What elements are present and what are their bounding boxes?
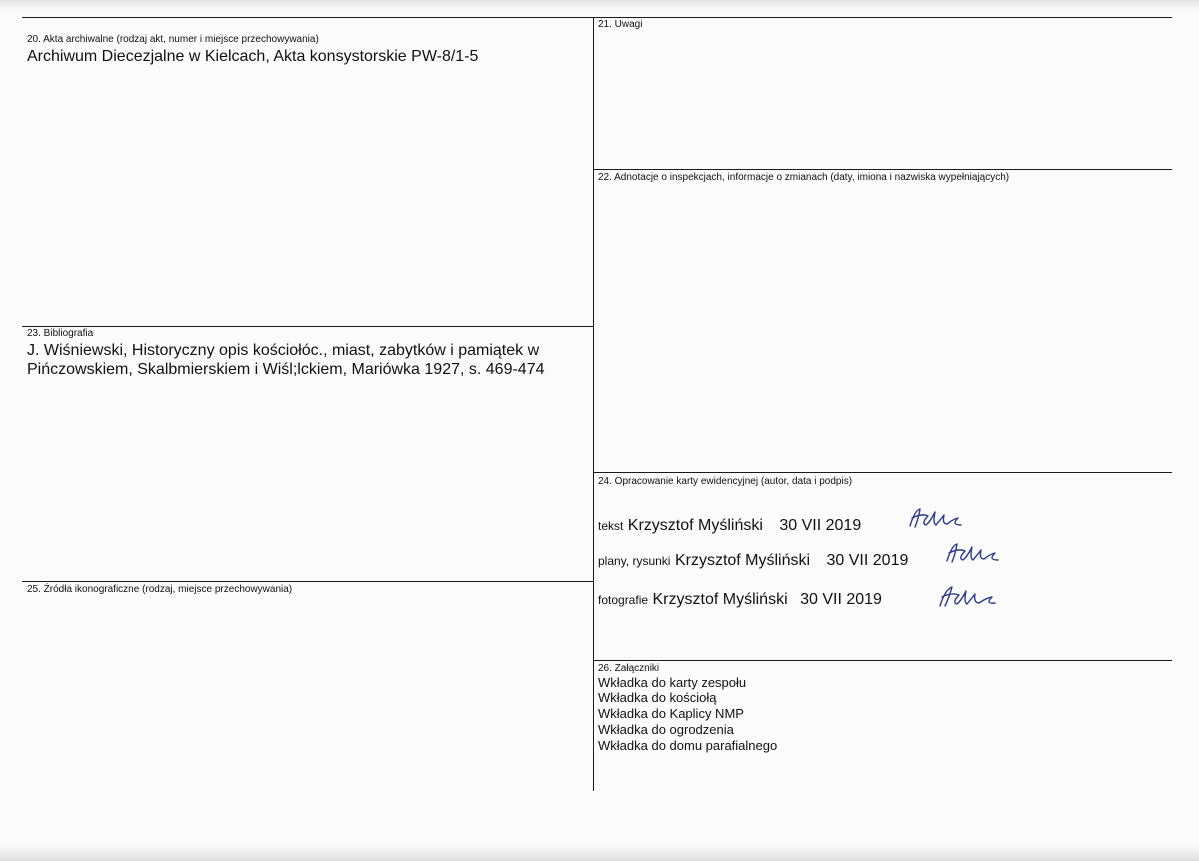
scan-edge-bottom (0, 846, 1199, 861)
field-20-value: Archiwum Diecezjalne w Kielcach, Akta konsystorskie PW-8/1-5 (27, 48, 479, 65)
field-26-label: 26. Załączniki (598, 663, 660, 674)
attachment-item: Wkładka do domu parafialnego (598, 738, 778, 753)
attachment-item: Wkładka do ogrodzenia (598, 722, 734, 737)
author-name: Krzysztof Myśliński (627, 517, 763, 534)
field-23-label: 23. Bibliografia (27, 328, 94, 339)
column-divider (593, 17, 594, 791)
field-24-label: 24. Opracowanie karty ewidencyjnej (autor, data i podpis) (598, 476, 853, 487)
author-name: Krzysztof Myśliński (652, 591, 788, 608)
field-21-label: 21. Uwagi (598, 19, 643, 30)
field-22-label: 22. Adnotacje o inspekcjach, informacje o zmianach (daty, imiona i nazwiska wypełniających) (598, 172, 1010, 183)
attachment-item: Wkładka do karty zespołu (598, 675, 747, 690)
author-row-photos (598, 590, 882, 610)
signature-3 (935, 584, 997, 610)
author-row-prefix: plany, rysunki (598, 554, 671, 568)
scan-edge-top (0, 0, 1199, 10)
author-row-prefix: tekst (598, 519, 624, 533)
author-name: Krzysztof Myśliński (674, 552, 811, 569)
rule-22-24 (594, 472, 1172, 473)
author-row-plans (598, 551, 908, 571)
author-date: 30 VII 2019 (800, 591, 882, 608)
author-date: 30 VII 2019 (826, 552, 909, 569)
rule-24-26 (594, 660, 1172, 661)
author-row-text (598, 516, 861, 536)
author-date: 30 VII 2019 (779, 517, 862, 534)
author-row-prefix: fotografie (598, 593, 649, 607)
field-20-label: 20. Akta archiwalne (rodzaj akt, numer i miejsce przechowywania) (27, 34, 319, 45)
field-23-value-line-1: J. Wiśniewski, Historyczny opis kościołóc., miast, zabytków i pamiątek w (27, 342, 540, 359)
attachment-item: Wkładka do kościołą (598, 690, 717, 705)
rule-21-22 (594, 169, 1172, 170)
signature-1 (906, 506, 964, 532)
rule-23-25 (22, 581, 593, 582)
signature-2 (943, 541, 1001, 567)
top-rule (22, 17, 1172, 18)
field-25-label: 25. Źródła ikonograficzne (rodzaj, miejsce przechowywania) (27, 584, 293, 595)
rule-20-23 (22, 326, 593, 327)
field-23-value-line-2: Pińczowskiem, Skalbmierskiem i Wiśl;lckiem, Mariówka 1927, s. 469-474 (27, 361, 545, 378)
attachment-item: Wkładka do Kaplicy NMP (598, 706, 744, 721)
